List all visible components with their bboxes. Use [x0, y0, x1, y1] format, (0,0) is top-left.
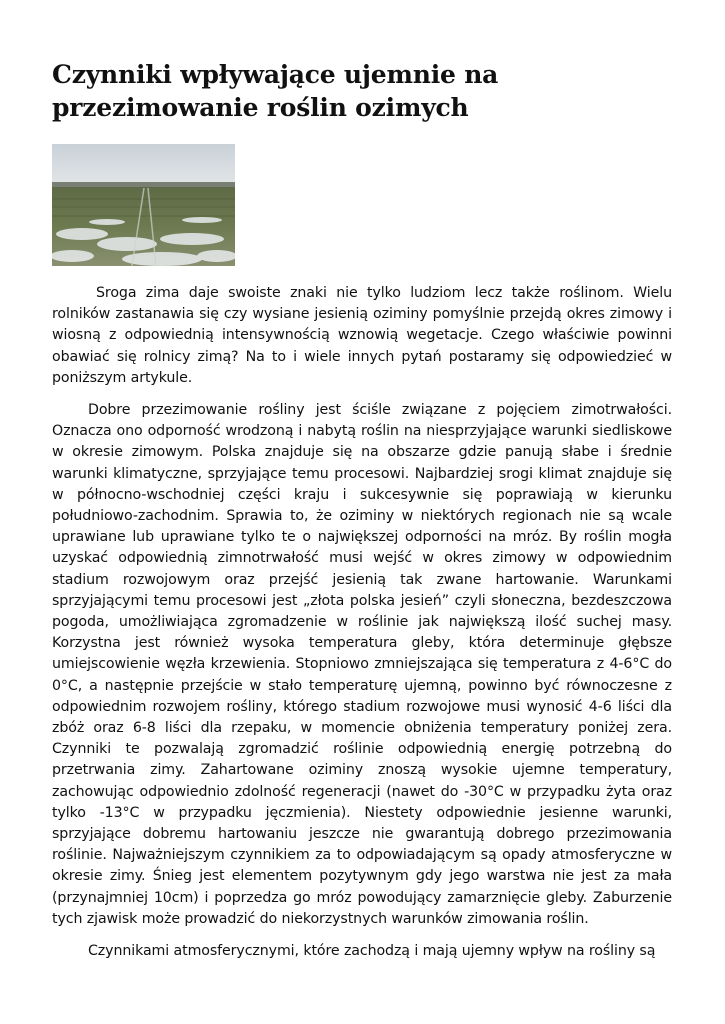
paragraph: Dobre przezimowanie rośliny jest ściśle związane z pojęciem zimotrwałości. Oznacza ono odporność wrodzoną i nabytą roślin na niesprzyjające warunki siedliskowe w okresie zimowym. Polska znajduje się na obszarze gdzie panują słabe i średnie warunki klimatyczne, sprzyjające temu procesowi. Najbardziej srogi klimat znajduje się w północno-wschodniej części kraju i sukcesywnie się poprawiają w kierunku południowo-zachodnim. Sprawia to, że oziminy w niektórych regionach nie są wcale uprawiane lub uprawiane tylko te o największej odporności na mróz. By roślin mogła uzyskać odpowiednią zimnotrwałość musi wejść w okres zimowy w odpowiednim stadium rozwojowym oraz przejść jesienią tak zwane hartowanie. Warunkami sprzyjającymi temu procesowi jest „złota polska jesień” czyli słoneczna, bezdeszczowa pogoda, umożliwiająca zgromadzenie w roślinie jak największą ilość suchej masy. Korzystna jest również wysoka temperatura gleby, która determinuje głębsze umiejscowienie węzła krzewienia. Stopniowo zmniejszająca się temperatura z 4-6°C do 0°C, a następnie przejście w stało temperaturę ujemną, powinno być równoczesne z odpowiednim rozwojem rośliny, którego stadium rozwojowe musi wynosić 4-6 liści dla zbóż oraz 6-8 liści dla rzepaku, w momencie obniżenia temperatury poniżej zera. Czynniki te pozwalają zgromadzić roślinie odpowiednią energię potrzebną do przetrwania zimy. Zahartowane oziminy znoszą wysokie ujemne temperatury, zachowując odpowiednio zdolność regeneracji (nawet do -30°C w przypadku żyta oraz tylko -13°C w przypadku jęczmienia). Niestety odpowiednie jesienne warunki, sprzyjające dobremu hartowaniu jeszcze nie gwarantują dobrego przezimowania roślinie. Najważniejszym czynnikiem za to odpowiadającym są opady atmosferyczne w okresie zimy. Śnieg jest elementem pozytywnym gdy jego warstwa nie jest za mała (przynajmniej 10cm) i poprzedza go mróz powodujący zamarznięcie gleby. Zaburzenie tych zjawisk może prowadzić do niekorzystnych warunków zimowania roślin. — [52, 402, 672, 927]
paragraph: Czynnikami atmosferycznymi, które zachodzą i mają ujemny wpływ na rośliny są — [88, 943, 656, 960]
paragraph: Sroga zima daje swoiste znaki nie tylko ludziom lecz także roślinom. Wielu rolników zastanawia się czy wysiane jesienią oziminy pomyślnie przejdą okres zimowy i wiosną z odpowiednią intensywnością wznowią wegetacje. Czego właściwie powinni obawiać się rolnicy zimą? Na to i wiele innych pytań postaramy się odpowiedzieć w poniższym artykule. — [52, 285, 672, 386]
field-photo-icon — [52, 144, 235, 266]
field-photo — [52, 144, 235, 266]
article-body — [52, 283, 672, 973]
article-title: Czynniki wpływające ujemnie na przezimowanie roślin ozimych — [52, 60, 499, 122]
article — [52, 0, 672, 124]
